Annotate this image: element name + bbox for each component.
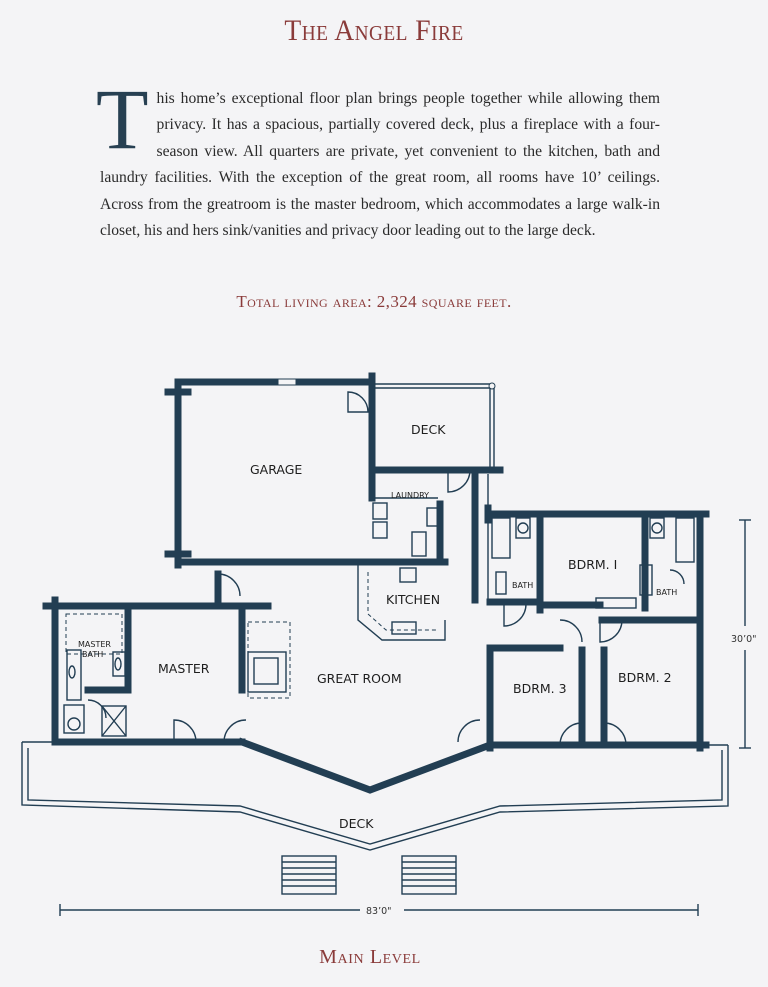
label-bdrm2: BDRM. 2: [618, 670, 672, 685]
label-master-bath-1: MASTER: [78, 640, 111, 649]
label-great-room: GREAT ROOM: [317, 671, 402, 686]
right-wing-walls: [488, 508, 706, 748]
label-master: MASTER: [158, 661, 210, 676]
garage-walls: [168, 376, 500, 565]
dimension-depth-label: 30’0": [731, 634, 757, 645]
label-bath-left: BATH: [512, 581, 534, 590]
label-garage: GARAGE: [250, 462, 303, 477]
front-angled-wall: [242, 742, 490, 790]
page-title: The Angel Fire: [284, 14, 464, 47]
label-bdrm3: BDRM. 3: [513, 681, 567, 696]
level-caption: Main Level: [319, 946, 421, 968]
dimension-width-label: 83’0": [366, 906, 392, 917]
label-laundry: LAUNDRY: [391, 491, 430, 500]
drop-cap: T: [96, 71, 149, 167]
label-master-bath-2: BATH: [82, 650, 104, 659]
right-wing-fixtures: [492, 518, 694, 745]
master-walls: [46, 574, 268, 742]
fireplace: [248, 622, 290, 698]
master-bath-fixtures: [64, 614, 128, 736]
label-bath-right: BATH: [656, 588, 678, 597]
intro-text: his home’s exceptional floor plan brings people together while allowing them privacy. It has a spacious, partially covered deck, plus a fireplace with a four-season view. All quarters are private, yet convenient to the kitchen, bath and laundry facilities. With the exception of the great room, all rooms have 10’ ceilings. Across from the greatroom is the master bedroom, which accommodates a large walk-in closet, his and hers sink/vanities and privacy door leading out to the large deck.: [100, 90, 660, 240]
label-bdrm1: BDRM. I: [568, 557, 618, 572]
total-living-area: Total living area: 2,324 square feet.: [236, 292, 512, 311]
label-deck-upper: DECK: [411, 422, 446, 437]
deck-stairs: [282, 856, 456, 894]
label-deck-main: DECK: [339, 816, 374, 831]
label-kitchen: KITCHEN: [386, 592, 441, 607]
main-deck-rail: [22, 742, 728, 850]
